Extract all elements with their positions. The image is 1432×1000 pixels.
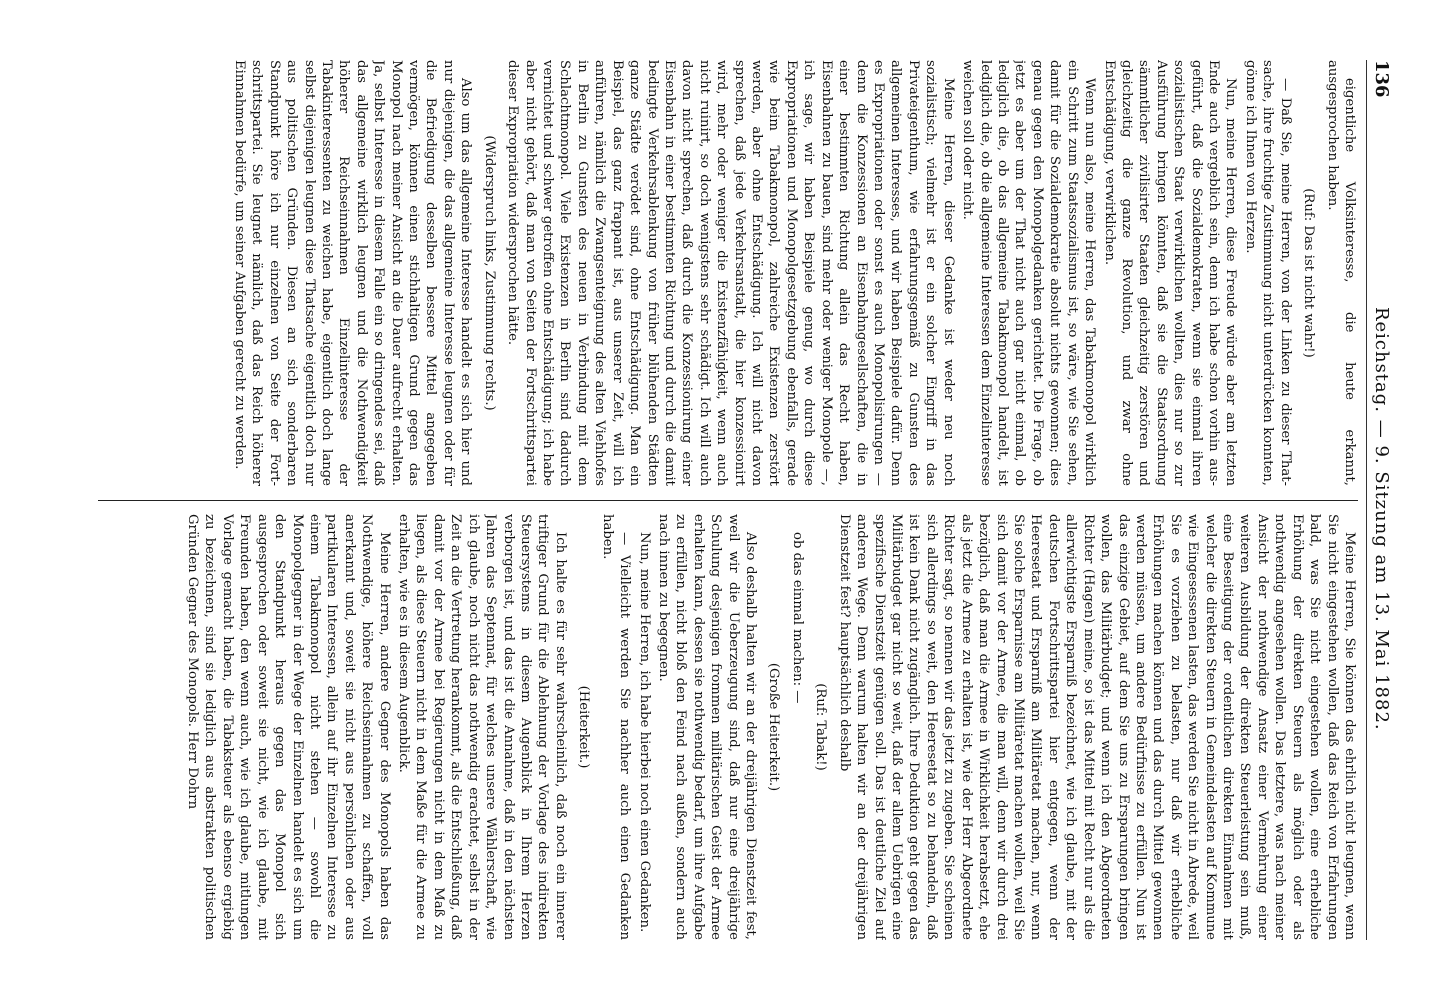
interjection: (Heiterkeit.) [576, 685, 592, 769]
paragraph: Nun, meine Herren, diese Freude würde aber am letzten Ende auch vergeblich sein, denn ich habe schon vorhin ausgeführt, daß die Sozialdemokraten, wenn sie einmal ihren sozialistischen Staat verwirklichen wollten, dies nur so zur Ausführung bringen könnten, daß sie die Staatsordnung sämmtlicher zivilisirter Staaten gleichzeitig zerstören und gleichzeitig die ganze Revolution, und zwar ohne Entschädigung, verwirklichen. [1101, 60, 1239, 486]
paragraph: Also deshalb halten wir an der dreijährigen Dienstzeit fest, weil wir die Ueberzeugung sind, daß nur eine dreijährige Schulung desjenigen frommen militärischen Geist der Armee erhalten kann, dessen sie nothwendig bedarf, um ihre Aufgabe zu erfüllen, nicht bloß den Feind nach außen, sondern auch nach innen zu begegnen. [655, 514, 759, 940]
paragraph: Nun, meine Herren, ich habe hierbei noch einen Gedanken. [636, 532, 652, 933]
paragraph: — Vielleicht werden Sie nachher auch einen Gedanken haben. [599, 514, 633, 940]
right-column [98, 514, 1358, 940]
paragraph: Ich halte es für sehr wahrscheinlich, daß noch ein innerer triftiger Grund für die Ablehnung der Vorlage des indirekten Steuersystems in diesem Augenblick in Ihrem Herzen verborgen ist, und das ist die Annahme, daß in den nächsten Jahren das Septennat, für welches unsere Wählerschaft, wie ich glaube, noch nicht das nothwendig erachtet, selbst in der Zeit an die Vertretung herankommt, als die Entschließung, daß damit vor der Armee bei Regierungen nicht in dem Maß zu liegen, als diese Steuern nicht in dem Maße für die Armee zu erhalten, wie es in diesem Augenblick. [396, 514, 568, 940]
paragraph: Wenn nun also, meine Herren, das Tabakmonopol wirklich ein Schritt zum Staatssozialismus ist, so wäre, wie Sie sehen, damit für die Sozialdemokratie absolut nichts gewonnen; dies genau gegen den Monopolgedanken gerichtet. Die Frage, ob jetzt es aber um der That nicht auch gar nicht einmal, ob lediglich die, ob das allgemeine Tabakmonopol handelt, ist lediglich die, ob die allgemeine Interessen dem Einzelinteresse weichen soll oder nicht. [960, 60, 1098, 486]
left-column [98, 60, 1358, 486]
interjection: (Ruf: Tabak!) [813, 683, 829, 771]
paragraph: Also um das allgemeine Interesse handelt es sich hier und nur diejenigen, die das allgemeine Interesse leugnen oder für die Befriedigung desselben bessere Mittel angegeben vermögen, können einen stichhaltigen Grund gegen das Monopol nach meiner Ansicht an die Dauer aufrecht erhalten. Ja, selbst Interesse in diesem Falle ein so dringendes sei, daß das allgemeine wirklich leugnen und die Nothwendigkeit höherer Reichseinnahmen Einzelinteresse der Tabakinteressenten zu weichen habe, eigentlich doch lange selbst diejenigen leugnen diese Thatsache eigentlich doch nur aus politischen Gründen. Diesen an sich sonderbaren Standpunkt höre ich nur einzelnen von Seite der Fortschrittspartei. Sie leugnet nämlich, daß das Reich höherer Einnahmen bedürfe, um seiner Aufgaben gerecht zu werden. [231, 60, 474, 486]
page-number: 136 [1371, 60, 1392, 98]
interjection: (Widerspruch links, Zustimmung rechts.) [481, 135, 497, 411]
paragraph: ob das einmal machen: — [789, 532, 805, 704]
paragraph: Meine Herren, Sie können das ehrlich nicht leugnen, wenn Sie nicht eingestehen wollen, daß das Reich von Erfahrungen bald, was Sie nicht eingestehen wollen, eine erhebliche Erhöhung der direkten Steuern als möglich oder als nothwendig angesehen wollen. Das letztere, was nach meiner Ansicht der nothwendige Ansatz einer Vermehrung einer weiteren Ausbildung der direkten Steuerleistung sein muß, eine Beseitigung der ordentlichen direkten Einnahmen mit welcher die direkten Steuern in Gemeindelasten auf Kommune wie Eingesessenen lasten, das werden Sie nicht in Abrede, weil Sie es vorziehen zu belasten, nur daß wir erhebliche Erhöhungen machen können und das durch Mittel gewonnen werden müssen, um andere Bedürfnisse zu erfüllen. Nun ist das einzige Gebiet, auf dem Sie uns zu Ersparungen bringen wollen, das Militärbudget; und wenn ich den Abgeordneten Richter (Hagen) meine, so ist das Mittel mit Recht nur als die allerwichtigste Ersparniß bezeichnet, wie ich glaube, mit der deutschen Fortschrittspartei hier entgegen, wenn der Heeresetat und Ersparniß am Militäretat machen, nur, wenn Sie solche Ersparnisse am Militäretat machen wollen, weil Sie sich damit vor der Armee, die man will, denn wir durch drei bezüglich, daß man die Armee in Wirklichkeit herabsetzt, ehe als jetzt die Armee zu erhalten ist, wie der Herr Abgeordnete Richter sagt, so nennen wir das jetzt zu zugeben. Sie scheinen sich allerdings so weit, den Heeresetat so zu behandeln, daß ist kein Dank nicht zugänglich. Ihre Deduktion geht gegen das Militärbudget gar nicht so weit, daß der allem Uebrigen eine spezifische Dienstzeit genügen soll. Das ist deutliche Ziel auf anderen Wege. Denn warum halten wir an der dreijährigen Dienstzeit fest? hauptsächlich deshalb [836, 514, 1357, 940]
interjection: (Große Heiterkeit.) [766, 662, 782, 792]
paragraph: eigentliche Volksinteresse, die heute erkannt, ausgesprochen haben. [1324, 60, 1357, 486]
paragraph: Meine Herren, andere Gegner des Monopols haben das Nothwendige, höhere Reichseinnahmen zu schaffen, voll anerkannt und, soweit sie nicht aus persönlichen oder aus partikularen Interessen, allein auf ihr Einzelnen Interesse zu einem Tabakmonopol nicht stehen — sowohl die Monopolgegner in der Wege der Einzelnen handelt es sich um den Standpunkt heraus gegen das Monopol sich ausgesprochen oder soweit sie nicht, wie ich glaube, mit Freunden haben, den wenn auch, wie ich glaube, mitlungen Vorlage gemacht haben, die Tabaksteuer als ebenso ergiebig zu bezeichnen, sind sie lediglich aus abstrakten politischen Gründen Gegner des Monopols. Herr Dohrn [185, 514, 392, 940]
text-columns [98, 60, 1358, 940]
interjection: (Ruf: Das ist nicht wahr!) [1301, 188, 1317, 358]
paragraph: — Daß Sie, meine Herren, von der Linken zu dieser Thatsache, ihre fruchtige Zustimmung nicht unterdrücken konnten, gönne ich Ihnen von Herzen. [1242, 60, 1293, 486]
column-divider [98, 500, 1358, 501]
running-title: Reichstag. — 9. Sitzung am 13. Mai 1882. [1371, 306, 1392, 731]
page-header [1366, 60, 1392, 940]
paragraph: Meine Herren, dieser Gedanke ist weder neu noch sozialistisch; vielmehr ist er ein solcher Eingriff in das Privateigenthum, wie erfahrungsgemäß zu Gunsten des allgemeinen Interesses, und wir haben Beispiele dafür. Denn es Expropriationen oder sonst es auch Monopolisirungen — denn die Konzessionen an Eisenbahngesellschaften, die in einer bestimmten Richtung allein das Recht haben, Eisenbahnen zu bauen, sind mehr oder weniger Monopole —, ich sage, wir haben Beispiele genug, wo durch diese Expropriationen und Monopolgesetzgebung ebenfalls, gerade wie beim Tabakmonopol, zahlreiche Existenzen zerstört werden, aber ohne Entschädigung. Ich will nicht davon sprechen, daß jede Verkehrsanstalt, die hier konzessionirt wird, mehr oder weniger die Existenzfähigkeit, wenn auch nicht ruinirt, so doch wenigstens sehr schädigt. Ich will auch davon nicht sprechen, daß durch die Konzessionirung einer Eisenbahn in einer bestimmten Richtung und durch die damit bedingte Verkehrsablenkung von früher blühenden Städten ganze Städte verödet sind, ohne Entschädigung. Man ein Beispiel, das ganz frappant ist, aus unserer Zeit, will ich anführen, nämlich die Zwangsenteignung des alten Viehhofes in Berlin zu Gunsten des neuen in Verbindung mit dem Schlachtmonopol. Viele Existenzen in Berlin sind dadurch vernichtet und schwer getroffen ohne Entschädigung; ich habe aber nicht gehört, daß man von Seiten der Fortschrittspartei dieser Expropriation widersprochen hätte. [505, 60, 956, 486]
